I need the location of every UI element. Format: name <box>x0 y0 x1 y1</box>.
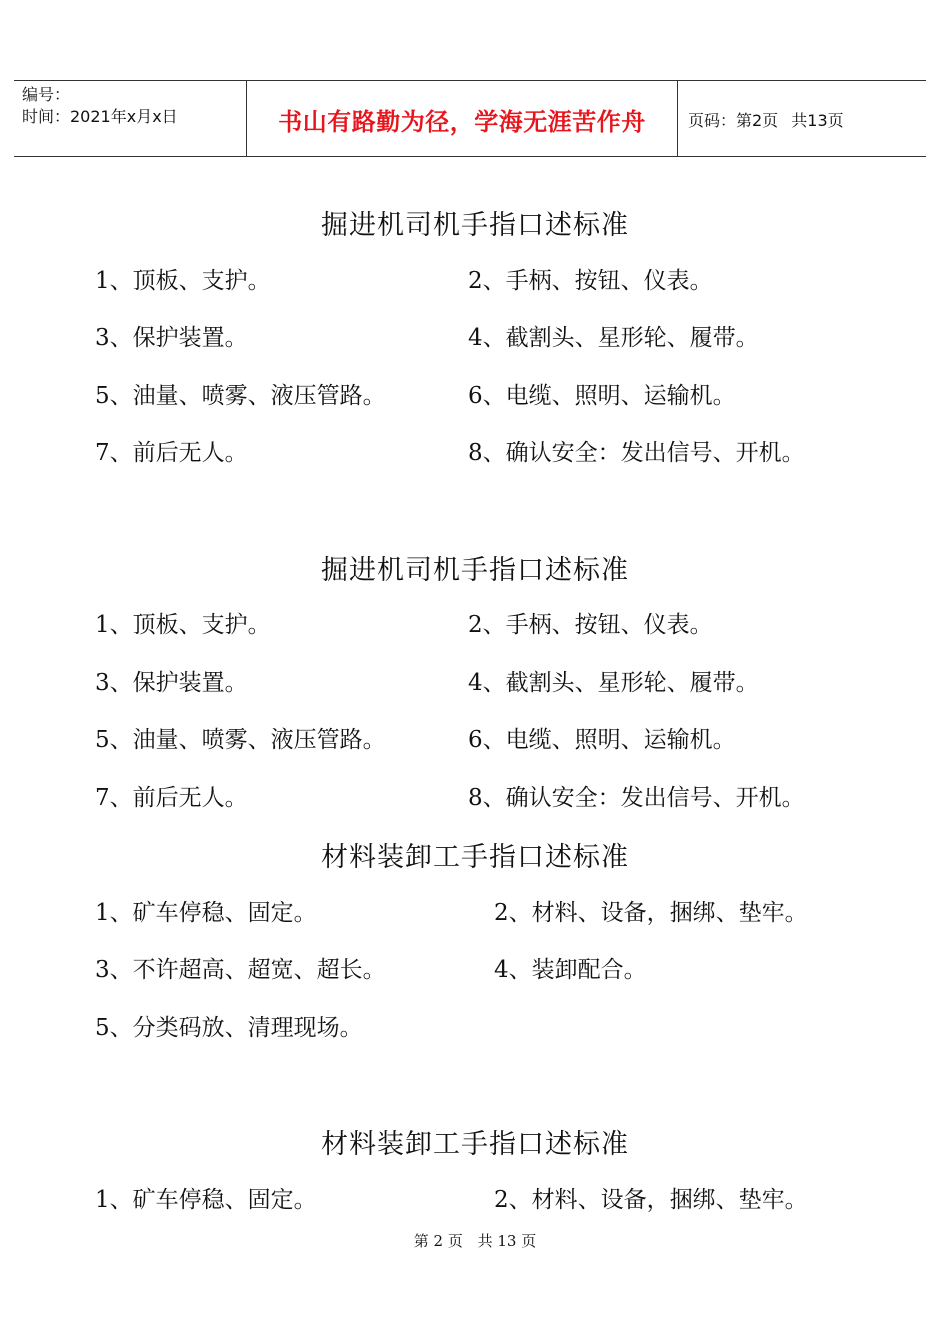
list-item: 1、矿车停稳、固定。 <box>95 900 317 926</box>
header-divider-right <box>677 80 678 156</box>
header-bottom-rule <box>14 156 926 157</box>
section-title: 材料装卸工手指口述标准 <box>321 842 629 873</box>
list-item: 2、材料、设备，捆绑、垫牢。 <box>494 1187 808 1213</box>
footer-page-total: 共 13 页 <box>477 1232 537 1250</box>
list-item: 1、矿车停稳、固定。 <box>95 1187 317 1213</box>
list-item: 4、截割头、星形轮、履带。 <box>468 325 759 351</box>
list-item: 5、分类码放、清理现场。 <box>95 1015 363 1041</box>
serial-number-label: 编号： <box>22 85 71 104</box>
list-item: 8、确认安全：发出信号、开机。 <box>468 785 805 811</box>
list-item: 5、油量、喷雾、液压管路。 <box>95 383 386 409</box>
list-item: 1、顶板、支护。 <box>95 612 271 638</box>
section-title: 掘进机司机手指口述标准 <box>321 210 629 241</box>
list-item: 5、油量、喷雾、液压管路。 <box>95 727 386 753</box>
list-item: 3、不许超高、超宽、超长。 <box>95 957 386 983</box>
list-item: 7、前后无人。 <box>95 440 248 466</box>
list-item: 2、手柄、按钮、仪表。 <box>468 268 713 294</box>
list-item: 4、截割头、星形轮、履带。 <box>468 670 759 696</box>
page-footer <box>0 1230 950 1251</box>
header-page-info <box>688 108 852 131</box>
list-item: 1、顶板、支护。 <box>95 268 271 294</box>
header-page-total: 共13页 <box>791 111 844 130</box>
header-top-rule <box>14 80 926 81</box>
header-page-number: 页码：第2页 <box>688 111 779 130</box>
list-item: 2、手柄、按钮、仪表。 <box>468 612 713 638</box>
list-item: 6、电缆、照明、运输机。 <box>468 383 736 409</box>
date-label: 时间：2021年x月x日 <box>22 107 178 126</box>
list-item: 8、确认安全：发出信号、开机。 <box>468 440 805 466</box>
section-title: 材料装卸工手指口述标准 <box>321 1129 629 1160</box>
header-motto: 书山有路勤为径，学海无涯苦作舟 <box>278 108 646 136</box>
list-item: 6、电缆、照明、运输机。 <box>468 727 736 753</box>
header-divider-left <box>246 80 247 156</box>
section-title: 掘进机司机手指口述标准 <box>321 555 629 586</box>
footer-page-number: 第 2 页 <box>413 1232 463 1250</box>
list-item: 7、前后无人。 <box>95 785 248 811</box>
list-item: 4、装卸配合。 <box>494 957 647 983</box>
list-item: 3、保护装置。 <box>95 670 248 696</box>
header-meta <box>22 84 178 128</box>
list-item: 2、材料、设备，捆绑、垫牢。 <box>494 900 808 926</box>
list-item: 3、保护装置。 <box>95 325 248 351</box>
